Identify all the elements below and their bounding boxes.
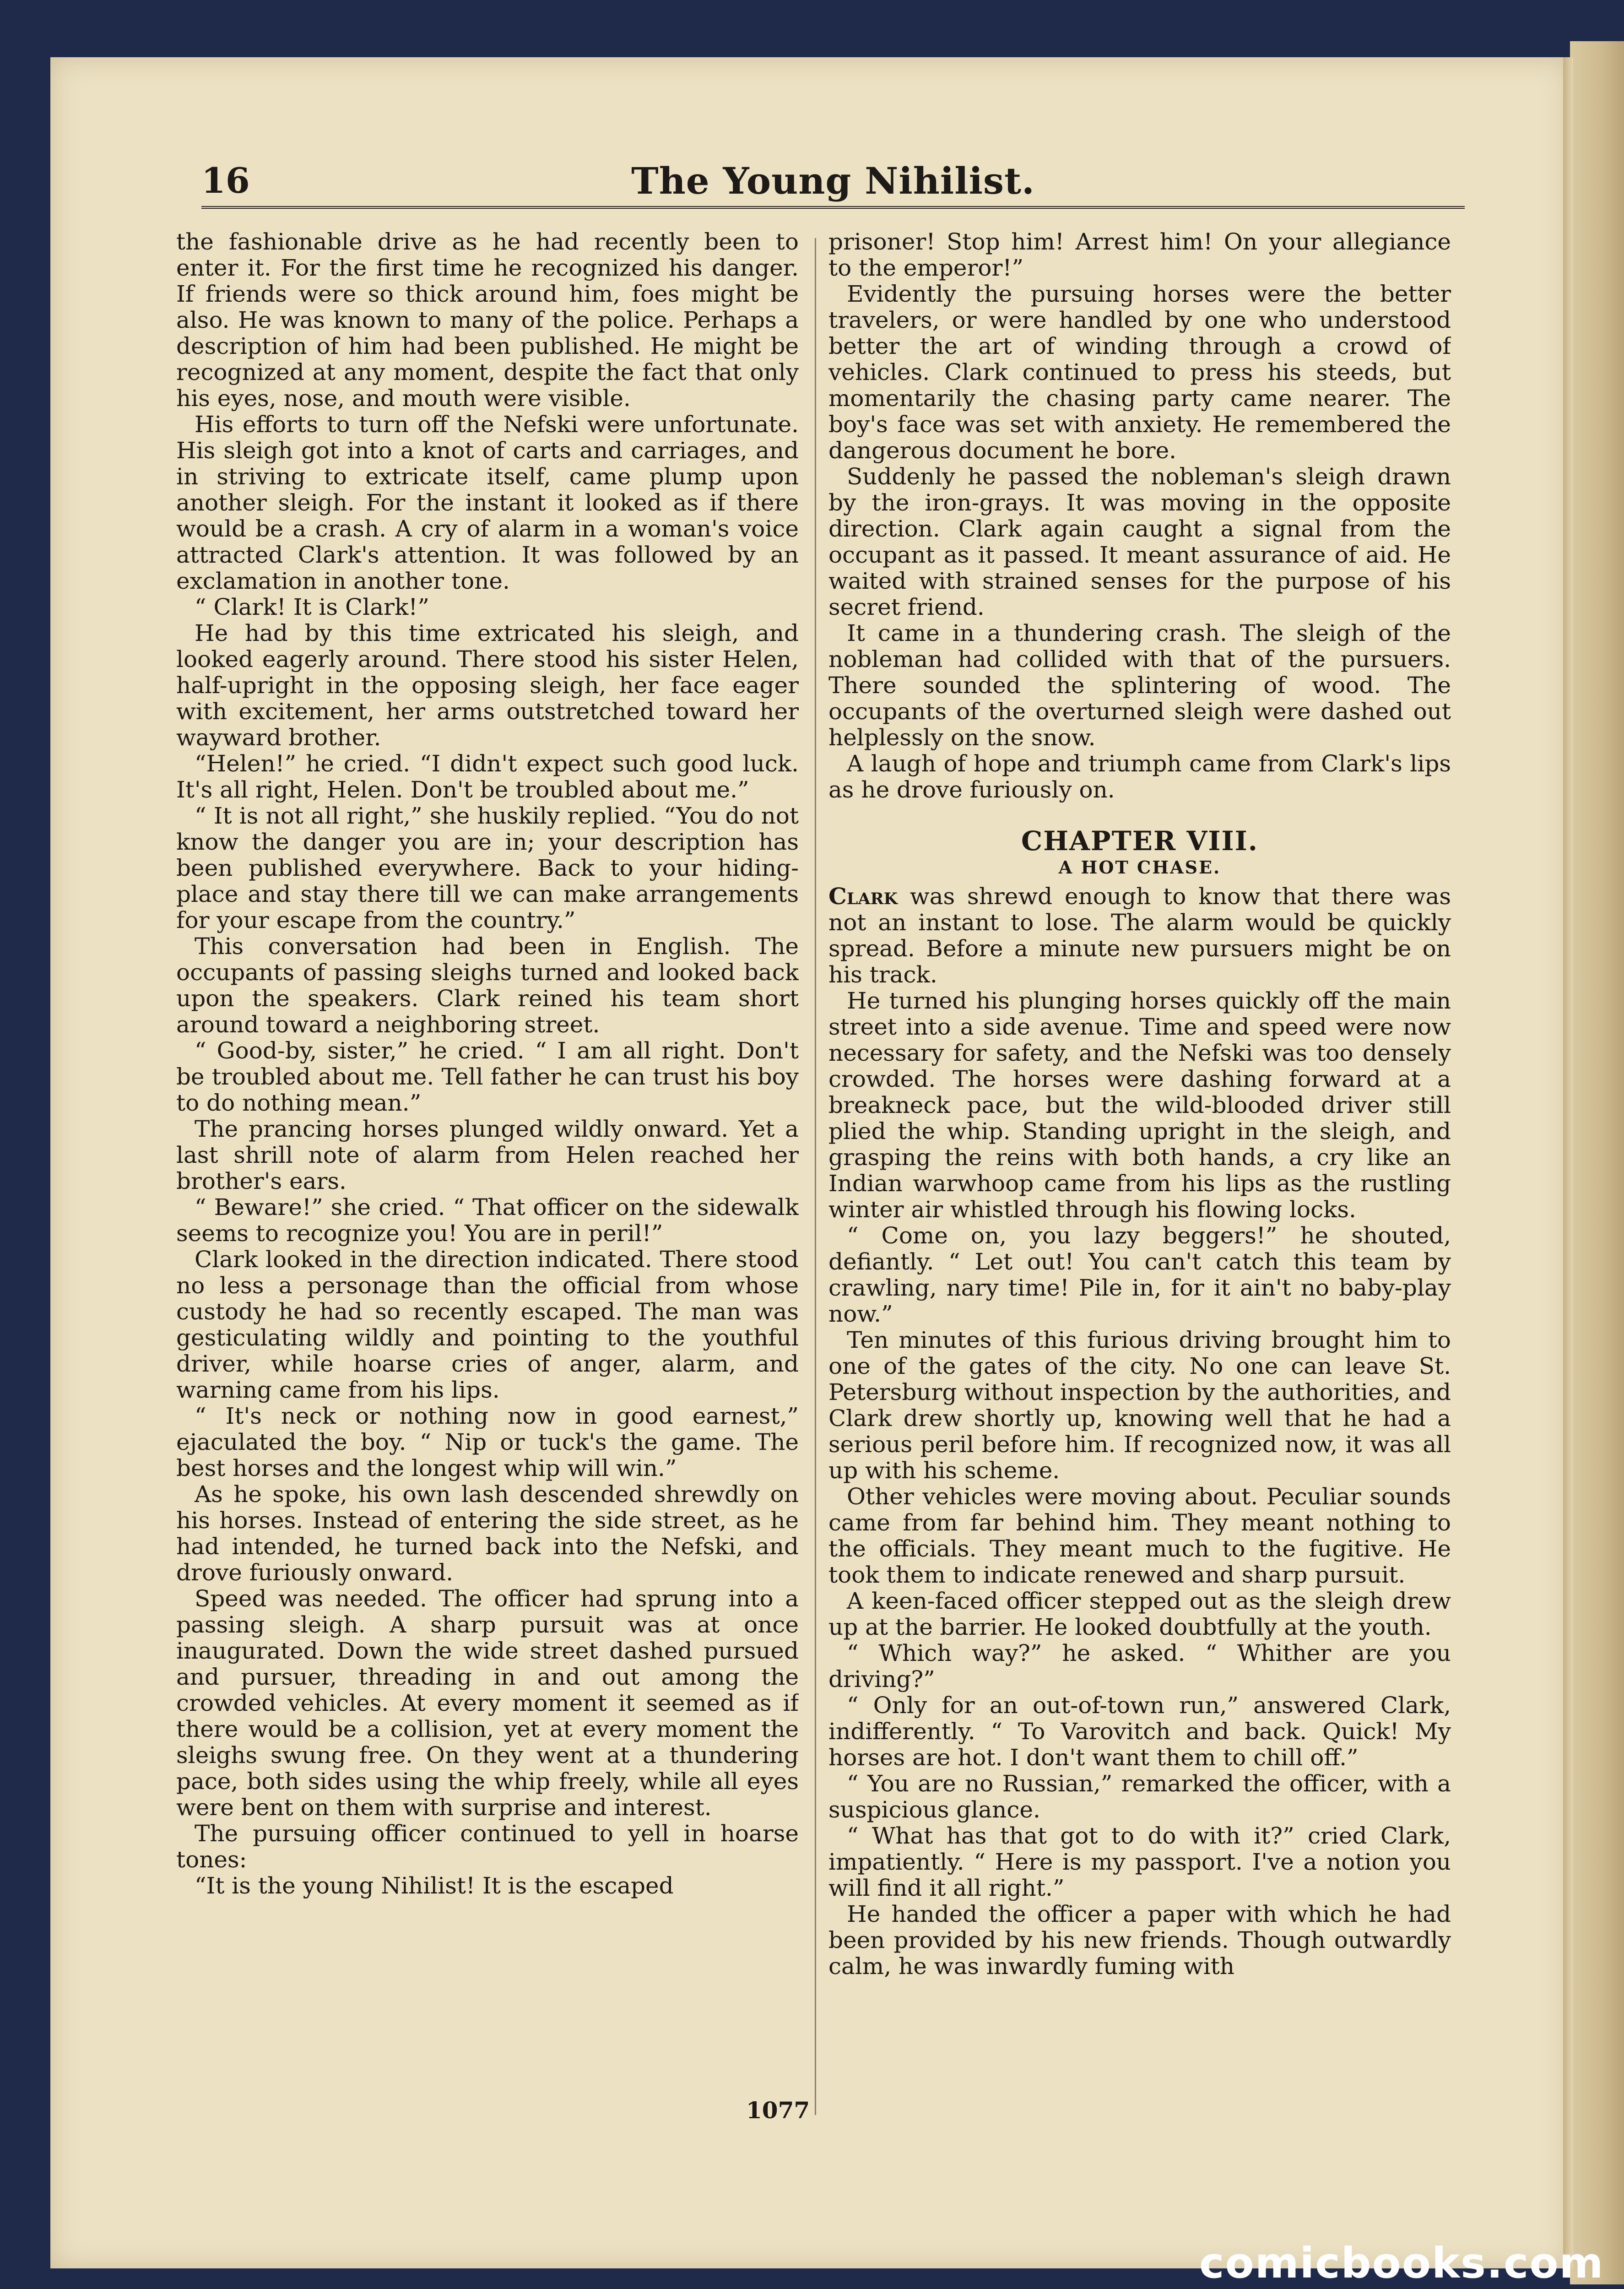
right-column-top <box>828 229 1451 803</box>
right-column <box>828 229 1451 2129</box>
chapter-first-word: Clark <box>828 883 898 910</box>
paragraph: A laugh of hope and triumph came from Clark's lips as he drove furiously on. <box>828 750 1451 803</box>
paragraph: Speed was needed. The officer had sprung into a passing sleigh. A sharp pursuit was at once inaugurated. Down the wide street dashed pursued and pursuer, threading in and out among the crowded vehicles. At every moment it seemed as if there would be a collision, yet at every moment the sleighs swung free. On they went at a thundering pace, both sides using the whip freely, while all eyes were bent on them with surprise and interest. <box>176 1585 799 1821</box>
paragraph: He turned his plunging horses quickly off the main street into a side avenue. Time and speed were now necessary for safety, and the Nefski was too densely crowded. The horses were dashing forward at a breakneck pace, but the wild-blooded driver still plied the whip. Standing upright in the sleigh, and grasping the reins with both hands, a cry like an Indian warwhoop came from his lips as the rustling winter air whistled through his flowing locks. <box>828 987 1451 1223</box>
watermark-logo: comicbooks.com <box>1199 2239 1604 2288</box>
paragraph: As he spoke, his own lash descended shrewdly on his horses. Instead of entering the side street, as he had intended, he turned back into the Nefski, and drove furiously onward. <box>176 1481 799 1586</box>
chapter-subtitle: A HOT CHASE. <box>1058 857 1221 878</box>
page-number: 16 <box>201 160 250 201</box>
right-column-bottom <box>828 988 1451 1980</box>
chapter-title: CHAPTER VIII. <box>1021 825 1258 857</box>
chapter-opening-text: was shrewd enough to know that there was not an instant to lose. The alarm would be quickly spread. Before a minute new pursuers might be on his track. <box>828 883 1451 988</box>
paragraph: Ten minutes of this furious driving brought him to one of the gates of the city. No one can leave St. Petersburg without inspection by the authorities, and Clark drew shortly up, knowing well that he had a serious peril before him. If recognized now, it was all up with his scheme. <box>828 1327 1451 1484</box>
paragraph: “ What has that got to do with it?” cried Clark, impatiently. “ Here is my passport. I've a notion you will find it all right.” <box>828 1823 1451 1901</box>
paragraph: “ Only for an out-of-town run,” answered Clark, indifferently. “ To Varovitch and back. Quick! My horses are hot. I don't want them to chill off.” <box>828 1692 1451 1771</box>
page-edge <box>1563 57 1573 2268</box>
paragraph: Other vehicles were moving about. Peculiar sounds came from far behind him. They meant nothing to the officials. They meant much to the fugitive. He took them to indicate renewed and sharp pursuit. <box>828 1483 1451 1588</box>
running-title: The Young Nihilist. <box>631 159 1035 202</box>
paragraph: A keen-faced officer stepped out as the sleigh drew up at the barrier. He looked doubtfully at the youth. <box>828 1588 1451 1640</box>
paragraph: The pursuing officer continued to yell in hoarse tones: <box>176 1820 799 1873</box>
paragraph: the fashionable drive as he had recently been to enter it. For the first time he recognized his danger. If friends were so thick around him, foes might be also. He was known to many of the police. Perhaps a description of him had been published. He might be recognized at any moment, despite the fact that only his eyes, nose, and mouth were visible. <box>176 229 799 412</box>
paragraph: “ It is not all right,” she huskily replied. “You do not know the danger you are in; your description has been published everywhere. Back to your hiding-place and stay there till we can make arrangements for your escape from the country.” <box>176 803 799 933</box>
paragraph: “ Come on, you lazy beggers!” he shouted, defiantly. “ Let out! You can't catch this team by crawling, nary time! Pile in, for it ain't no baby-play now.” <box>828 1222 1451 1327</box>
paragraph: His efforts to turn off the Nefski were unfortunate. His sleigh got into a knot of carts and carriages, and in striving to extricate itself, came plump upon another sleigh. For the instant it looked as if there would be a crash. A cry of alarm in a woman's voice attracted Clark's attention. It was followed by an exclamation in another tone. <box>176 411 799 594</box>
paragraph: “ Clark! It is Clark!” <box>195 594 429 620</box>
paragraph: “ Which way?” he asked. “ Whither are you driving?” <box>828 1640 1451 1692</box>
paragraph: “ Beware!” she cried. “ That officer on the sidewalk seems to recognize you! You are in peril!” <box>176 1194 799 1247</box>
paragraph: This conversation had been in English. The occupants of passing sleighs turned and looked back upon the speakers. Clark reined his team short around toward a neighboring street. <box>176 933 799 1038</box>
paragraph: Clark looked in the direction indicated. There stood no less a personage than the official from whose custody he had so recently escaped. The man was gesticulating wildly and pointing to the youthful driver, while hoarse cries of anger, alarm, and warning came from his lips. <box>176 1246 799 1403</box>
page-header <box>201 151 1465 209</box>
paragraph: The prancing horses plunged wildly onward. Yet a last shrill note of alarm from Helen reached her brother's ears. <box>176 1116 799 1194</box>
paragraph: “ It's neck or nothing now in good earnest,” ejaculated the boy. “ Nip or tuck's the game. The best horses and the longest whip will win.” <box>176 1403 799 1481</box>
paragraph: He had by this time extricated his sleigh, and looked eagerly around. There stood his sister Helen, half-upright in the opposing sleigh, her face eager with excitement, her arms outstretched toward her wayward brother. <box>176 620 799 751</box>
left-column <box>176 229 799 2129</box>
column-rule <box>815 238 816 2115</box>
book-spine <box>1570 41 1624 2284</box>
paragraph: “ Good-by, sister,” he cried. “ I am all right. Don't be troubled about me. Tell father he can trust his boy to do nothing mean.” <box>176 1037 799 1116</box>
footer-mark: 1077 <box>746 2097 810 2124</box>
paragraph: It came in a thundering crash. The sleigh of the nobleman had collided with that of the pursuers. There sounded the splintering of wood. The occupants of the overturned sleigh were dashed out helplessly on the snow. <box>828 620 1451 751</box>
paragraph: prisoner! Stop him! Arrest him! On your allegiance to the emperor!” <box>828 229 1451 281</box>
paragraph: “ You are no Russian,” remarked the officer, with a suspicious glance. <box>828 1770 1451 1823</box>
chapter-opening-paragraph <box>828 883 1451 988</box>
paragraph: “Helen!” he cried. “I didn't expect such good luck. It's all right, Helen. Don't be troubled about me.” <box>176 750 799 803</box>
paragraph: He handed the officer a paper with which he had been provided by his new friends. Though outwardly calm, he was inwardly fuming with <box>828 1901 1451 1980</box>
paragraph: “It is the young Nihilist! It is the escaped <box>195 1872 674 1899</box>
paragraph: Evidently the pursuing horses were the better travelers, or were handled by one who understood better the art of winding through a crowd of vehicles. Clark continued to press his steeds, but momentarily the chasing party came nearer. The boy's face was set with anxiety. He remembered the dangerous document he bore. <box>828 281 1451 464</box>
paragraph: Suddenly he passed the nobleman's sleigh drawn by the iron-grays. It was moving in the opposite direction. Clark again caught a signal from the occupant as it passed. It meant assurance of aid. He waited with strained senses for the purpose of his secret friend. <box>828 463 1451 620</box>
